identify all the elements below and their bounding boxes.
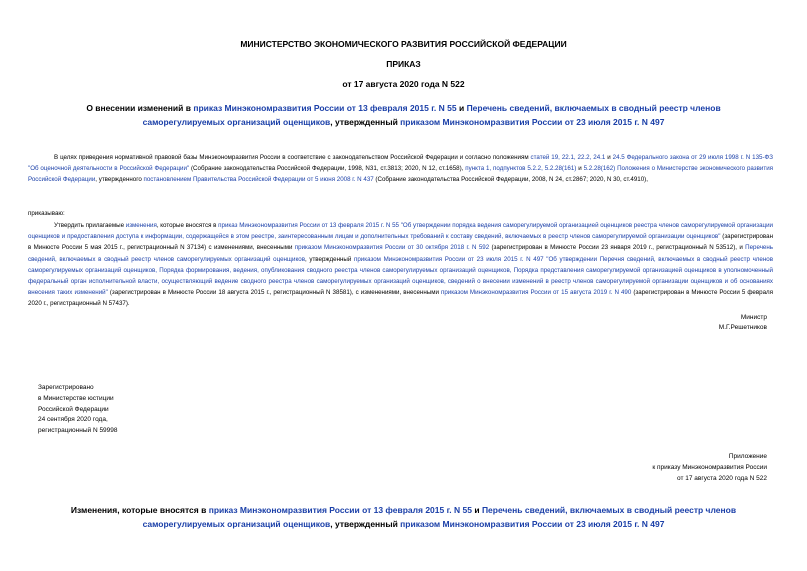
- order-date-number: от 17 августа 2020 года N 522: [342, 79, 465, 89]
- body-link-order-490[interactable]: приказом Минэкономразвития России от 15 августа 2019 г. N 490: [440, 289, 632, 297]
- preamble-text: и: [576, 165, 584, 173]
- appendix-title: [55, 503, 752, 531]
- appendix-title-text: , утвержденный: [330, 519, 401, 529]
- registration-line: регистрационный N 59998: [38, 427, 118, 435]
- appendix-line: к приказу Минэкономразвития России: [652, 463, 767, 471]
- body-text: Утвердить прилагаемые: [54, 222, 126, 229]
- body-paragraph: [28, 220, 773, 310]
- preamble-link-articles[interactable]: статей 19, 22.1, 22.2, 24.1: [530, 154, 606, 161]
- title-link-order-497[interactable]: приказом Минэкономразвития России от 23 июля 2015 г. N 497: [400, 117, 665, 127]
- body-text: (зарегистрирован в Минюсте России 5 февраля 2020 г., регистрационный N 57437).: [28, 289, 773, 308]
- title-text: О внесении изменений в: [86, 103, 194, 113]
- preamble-text: (Собрание законодательства Российской Федерации, 2008, N 24, ст.2867; 2020, N 30, ст.4910),: [373, 176, 648, 184]
- preamble-text: и: [605, 154, 613, 161]
- body-link-order-55[interactable]: приказ Минэкономразвития России от 13 февраля 2015 г. N 55 "Об утверждении порядка ведения саморегулируемой организацией оценщиков реестра членов саморегулируемой организации оценщиков и предоставления доступа к информации, содержащейся в этом реестре, заинтересованным лицам и дополнительных требований к составу сведений, включаемых в реестр членов саморегулируемой организации оценщиков": [28, 222, 773, 241]
- title-link-list[interactable]: Перечень сведений, включаемых в сводный реестр членов саморегулируемых организаций оценщиков: [142, 103, 721, 127]
- appendix-title-text: Изменения, которые вносятся в: [70, 505, 209, 515]
- appendix-title-link-order-497[interactable]: приказом Минэкономразвития России от 23 июля 2015 г. N 497: [400, 519, 665, 529]
- preamble-link-law-135[interactable]: 24.5 Федерального закона от 29 июля 1998 г. N 135-ФЗ "Об оценочной деятельности в Российской Федерации": [28, 154, 773, 173]
- appendix-title-link-list[interactable]: Перечень сведений, включаемых в сводный реестр членов саморегулируемых организаций оценщиков: [142, 505, 737, 529]
- appendix-title-link-order-55[interactable]: приказ Минэкономразвития России от 13 февраля 2015 г. N 55: [208, 505, 472, 515]
- document-title: [60, 101, 747, 129]
- doc-type-heading: ПРИКАЗ: [386, 59, 421, 69]
- signature-position: Министр: [740, 314, 767, 321]
- body-text: (зарегистрирован в Минюсте России 5 мая 2015 г., регистрационный N 37134) с изменениями, внесенными: [28, 233, 774, 252]
- registration-line: в Министерстве юстиции: [38, 394, 114, 402]
- body-link-list[interactable]: Перечень сведений, включаемых в сводный реестр членов саморегулируемых организаций оценщиков: [28, 244, 773, 263]
- registration-line: 24 сентября 2020 года,: [38, 416, 108, 424]
- appendix-block: [652, 452, 767, 484]
- body-text: (зарегистрирован в Минюсте России 18 августа 2015 г., регистрационный N 38581), с изменениями, внесенными: [107, 289, 441, 297]
- preamble-text: (Собрание законодательства Российской Федерации, 1998, N31, ст.3813; 2020, N 12, ст.1658),: [189, 165, 466, 173]
- body-link-changes[interactable]: изменения: [125, 222, 157, 229]
- order-word: приказываю:: [28, 210, 65, 217]
- preamble-link-subclauses[interactable]: пункта 1, подпунктов 5.2.2, 5.2.28(161): [465, 165, 577, 173]
- body-text: , утвержденный: [304, 255, 354, 263]
- preamble-paragraph: [28, 152, 773, 186]
- preamble-link-regulation[interactable]: 5.2.28(162) Положения о Министерстве экономического развития Российской Федерации: [28, 165, 774, 184]
- appendix-line: Приложение: [728, 453, 767, 460]
- appendix-title-text: и: [471, 505, 482, 515]
- preamble-text: В целях приведения нормативной правовой базы Минэкономразвития России в соответствие с законодательством Российской Федерации и согласно положениям: [54, 154, 531, 161]
- appendix-line: от 17 августа 2020 года N 522: [676, 474, 767, 482]
- registration-block: [38, 383, 118, 437]
- body-text: , которые вносятся в: [156, 222, 219, 229]
- preamble-text: , утвержденного: [95, 176, 144, 184]
- ministry-heading: МИНИСТЕРСТВО ЭКОНОМИЧЕСКОГО РАЗВИТИЯ РОССИЙСКОЙ ФЕДЕРАЦИИ: [240, 39, 567, 49]
- title-text: , утвержденный: [330, 117, 401, 127]
- registration-line: Российской Федерации: [38, 405, 109, 413]
- body-link-order-497[interactable]: приказом Минэкономразвития России от 23 июля 2015 г. N 497 "Об утверждении Перечня сведений, включаемых в сводный реестр членов саморегулируемых организаций оценщиков, Порядка формирования, ведения, опубликования сводного реестра членов саморегулируемых организаций оценщиков, Порядка представления саморегулируемой организацией оценщиков в уполномоченный федеральный орган исполнительной власти, осуществляющий ведение сводного реестра членов саморегулируемых организаций оценщиков, сведений о внесении изменений в реестр членов саморегулируемой организации оценщиков и об основаниях внесения таких изменений": [28, 255, 773, 297]
- registration-line: Зарегистрировано: [38, 384, 94, 391]
- title-link-order-55[interactable]: приказ Минэкономразвития России от 13 февраля 2015 г. N 55: [193, 103, 457, 113]
- body-link-order-592[interactable]: приказом Минэкономразвития России от 30 октября 2018 г. N 592: [294, 244, 490, 252]
- body-text: (зарегистрирован в Минюсте России 23 января 2019 г., регистрационный N 53512), и: [489, 244, 746, 252]
- title-text: и: [456, 103, 467, 113]
- preamble-link-resolution-437[interactable]: постановлением Правительства Российской Федерации от 5 июня 2008 г. N 437: [143, 176, 374, 184]
- signature-name: М.Г.Решетников: [718, 324, 767, 331]
- signature-block: [719, 313, 767, 333]
